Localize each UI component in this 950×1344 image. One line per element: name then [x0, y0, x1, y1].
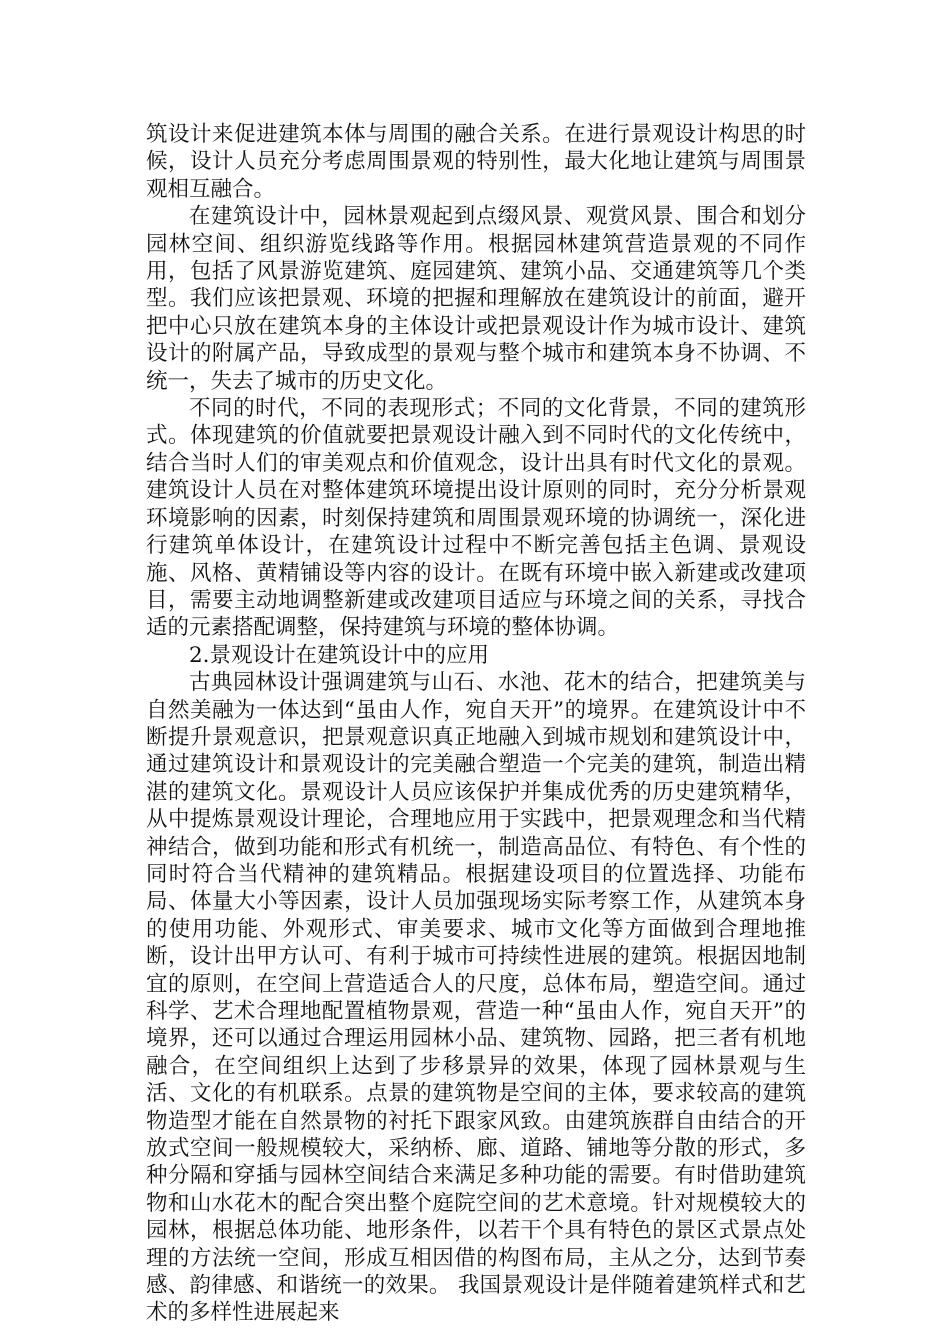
section-heading: 2.景观设计在建筑设计中的应用: [189, 642, 490, 668]
paragraph-garden-landscape-role: 在建筑设计中，园林景观起到点缀风景、观赏风景、围合和划分园林空间、组织游览线路等作用。根据园林建筑营造景观的不同作用，包括了风景游览建筑、庭园建筑、建筑小品、交通建筑等几个类型。我们应该把景观、环境的把握和理解放在建筑设计的前面，避开把中心只放在建筑本身的主体设计或把景观设计作为城市设计、建筑设计的附属产品，导致成型的景观与整个城市和建筑本身不协调、不统一，失去了城市的历史文化。: [146, 204, 806, 394]
paragraph-era-culture: 不同的时代，不同的表现形式；不同的文化背景，不同的建筑形式。体现建筑的价值就要把景观设计融入到不同时代的文化传统中，结合当时人们的审美观点和价值观念，设计出具有时代文化的景观。建筑设计人员在对整体建筑环境提出设计原则的同时，充分分析景观环境影响的因素，时刻保持建筑和周围景观环境的协调统一，深化进行建筑单体设计，在建筑设计过程中不断完善包括主色调、景观设施、风格、黄精铺设等内容的设计。在既有环境中嵌入新建或改建项目，需要主动地调整新建或改建项目适应与环境之间的关系，寻找合适的元素搭配调整，保持建筑与环境的整体协调。: [146, 396, 806, 641]
paragraph-continued: 筑设计来促进建筑本体与周围的融合关系。在进行景观设计构思的时候，设计人员充分考虑周围景观的特别性，最大化地让建筑与周围景观相互融合。: [146, 122, 806, 202]
document-page: [146, 121, 806, 1327]
paragraph-classical-garden: 古典园林设计强调建筑与山石、水池、花木的结合，把建筑美与自然美融为一体达到“虽由人作，宛自天开”的境界。在建筑设计中不断提升景观意识，把景观意识真正地融入到城市规划和建筑设计中，通过建筑设计和景观设计的完美融合塑造一个完美的建筑，制造出精湛的建筑文化。景观设计人员应该保护并集成优秀的历史建筑精华，从中提炼景观设计理论，合理地应用于实践中，把景观理念和当代精神结合，做到功能和形式有机统一，制造高品位、有特色、有个性的同时符合当代精神的建筑精品。根据建设项目的位置选择、功能布局、体量大小等因素，设计人员加强现场实际考察工作，从建筑本身的使用功能、外观形式、审美要求、城市文化等方面做到合理地推断，设计出甲方认可、有利于城市可持续性进展的建筑。根据因地制宜的原则，在空间上营造适合人的尺度，总体布局，塑造空间。通过科学、艺术合理地配置植物景观，营造一种“虽由人作，宛自天开”的境界，还可以通过合理运用园林小品、建筑物、园路，把三者有机地融合，在空间组织上达到了步移景异的效果，体现了园林景观与生活、文化的有机联系。点景的建筑物是空间的主体，要求较高的建筑物造型才能在自然景物的衬托下跟家风致。由建筑族群自由结合的开放式空间一般规模较大，采纳桥、廊、道路、铺地等分散的形式，多种分隔和穿插与园林空间结合来满足多种功能的需要。有时借助建筑物和山水花木的配合突出整个庭院空间的艺术意境。针对规模较大的园林，根据总体功能、地形条件，以若干个具有特色的景区式景点处理的方法统一空间，形成互相因借的构图布局，主从之分，达到节奏感、韵律感、和谐统一的效果。 我国景观设计是伴随着建筑样式和艺术的多样性进展起来: [146, 670, 806, 1326]
